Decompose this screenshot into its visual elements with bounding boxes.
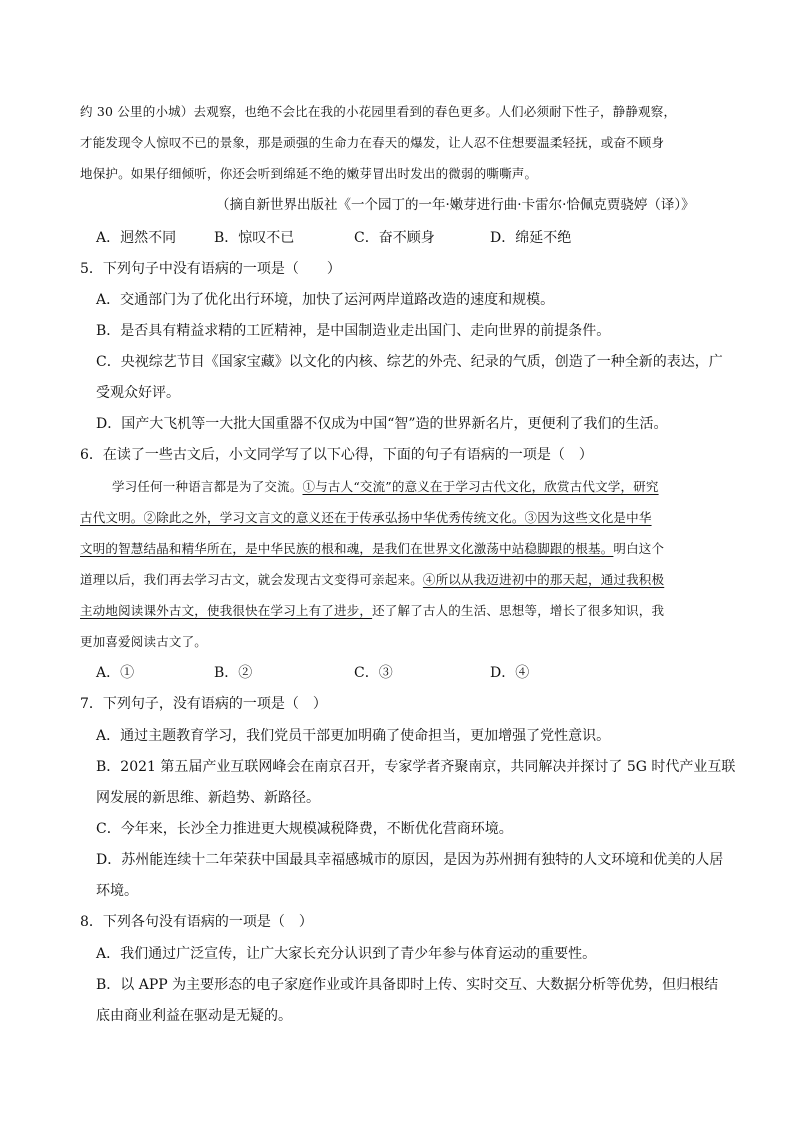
q6-sentence-4: ④所以从我迈进初中的那天起，通过我积极: [422, 572, 665, 587]
q6-sentence-1: ①与古人“交流”的意义在于学习古代文化，欣赏古代文学，研究: [302, 479, 659, 494]
q6-passage-line-4: [80, 570, 664, 590]
q5-stem: 5．下列句子中没有语病的一项是（ ）: [80, 261, 341, 277]
q7-option-d-line1: D．苏州能连续十二年荣获中国最具幸福感城市的原因，是因为苏州拥有独特的人文环境和优美的人居: [96, 852, 724, 868]
q6-sentence-3-end: 文明的智慧结晶和精华所在，是中华民族的根和魂，是我们在世界文化激荡中站稳脚跟的根基。: [80, 541, 614, 556]
q6-sentence-1-end: 古代文明。: [80, 510, 144, 525]
q6-passage-line-6: 更加喜爱阅读古文了。: [80, 634, 208, 649]
q7-option-b-line1: B．2021 第五届产业互联网峰会在南京召开，专家学者齐聚南京，共同解决并探讨了 5G 时代产业互联: [96, 759, 736, 775]
q8-option-b-line2: 底由商业利益在驱动是无疑的。: [96, 1008, 292, 1024]
q4-option-d: D．绵延不绝: [490, 230, 572, 246]
q6-intro-sentence: 学习任何一种语言都是为了交流。: [112, 479, 303, 494]
q7-option-d-line2: 环境。: [96, 883, 138, 899]
q6-plain-text: 明白这个: [613, 541, 665, 556]
q6-sentence-2: ②除此之外，学习文言文的意义还在于传承弘扬中华优秀传统文化。: [143, 510, 525, 525]
q6-plain-text-3: 还了解了古人的生活、思想等，增长了很多知识，我: [372, 603, 665, 618]
q7-option-b-line2: 网发展的新思维、新趋势、新路径。: [96, 790, 320, 806]
q6-passage-line-1: [112, 477, 659, 497]
q8-option-a: A．我们通过广泛宣传，让广大家长充分认识到了青少年参与体育运动的重要性。: [96, 946, 597, 962]
q6-plain-text-2: 道理以后，我们再去学习古文，就会发现古文变得可亲起来。: [80, 572, 423, 587]
q8-stem: 8．下列各句没有语病的一项是（ ）: [80, 914, 313, 930]
q6-sentence-4-end: 主动地阅读课外古文，使我很快在学习上有了进步，: [80, 603, 373, 618]
q7-option-c: C．今年来，长沙全力推进更大规模减税降费，不断优化营商环境。: [96, 821, 513, 837]
q5-option-d: D．国产大飞机等一大批大国重器不仅成为中国“智”造的世界新名片，更便利了我们的生活。: [96, 416, 668, 432]
q5-option-a: A．交通部门为了优化出行环境，加快了运河两岸道路改造的速度和规模。: [96, 292, 555, 308]
q6-option-b: B．②: [214, 665, 253, 681]
q6-passage-line-3: [80, 539, 664, 559]
q5-option-c-line1: C．央视综艺节目《国家宝藏》以文化的内核、综艺的外壳、纪录的气质，创造了一种全新的表达，广: [96, 354, 723, 370]
q4-option-c: C．奋不顾身: [354, 230, 435, 246]
q6-option-d: D．④: [490, 665, 530, 681]
q6-option-c: C．③: [354, 665, 393, 681]
q5-option-b: B．是否具有精益求精的工匠精神，是中国制造业走出国门、走向世界的前提条件。: [96, 323, 611, 339]
q6-stem: 6．在读了一些古文后，小文同学写了以下心得，下面的句子有语病的一项是（ ）: [80, 447, 593, 463]
passage-line-1: 约 30 公里的小城）去观察，也绝不会比在我的小花园里看到的春色更多。人们必须耐下性子，静静观察，: [80, 104, 677, 119]
q5-option-c-line2: 受观众好评。: [96, 385, 180, 401]
q8-option-b-line1: B．以 APP 为主要形态的电子家庭作业或许具备即时上传、实时交互、大数据分析等优势，但归根结: [96, 977, 719, 993]
passage-source: （摘自新世界出版社《一个园丁的一年·嫩芽进行曲·卡雷尔·恰佩克贾骁婷（译）》: [216, 197, 695, 213]
passage-line-3: 地保护。如果仔细倾听，你还会听到绵延不绝的嫩芽冒出时发出的微弱的嘶嘶声。: [80, 166, 538, 181]
q6-option-a: A．①: [96, 665, 135, 681]
passage-line-2: 才能发现令人惊叹不已的景象，那是顽强的生命力在春天的爆发，让人忍不住想要温柔轻抚，或奋不顾身: [80, 135, 665, 150]
q4-option-a: A．迥然不同: [96, 230, 177, 246]
q7-option-a: A．通过主题教育学习，我们党员干部更加明确了使命担当，更加增强了党性意识。: [96, 728, 611, 744]
q6-passage-line-5: [80, 601, 664, 621]
q4-option-b: B．惊叹不已: [214, 230, 295, 246]
q6-sentence-3: ③因为这些文化是中华: [524, 510, 652, 525]
q6-passage-line-2: [80, 508, 652, 528]
q7-stem: 7．下列句子，没有语病的一项是（ ）: [80, 696, 327, 712]
